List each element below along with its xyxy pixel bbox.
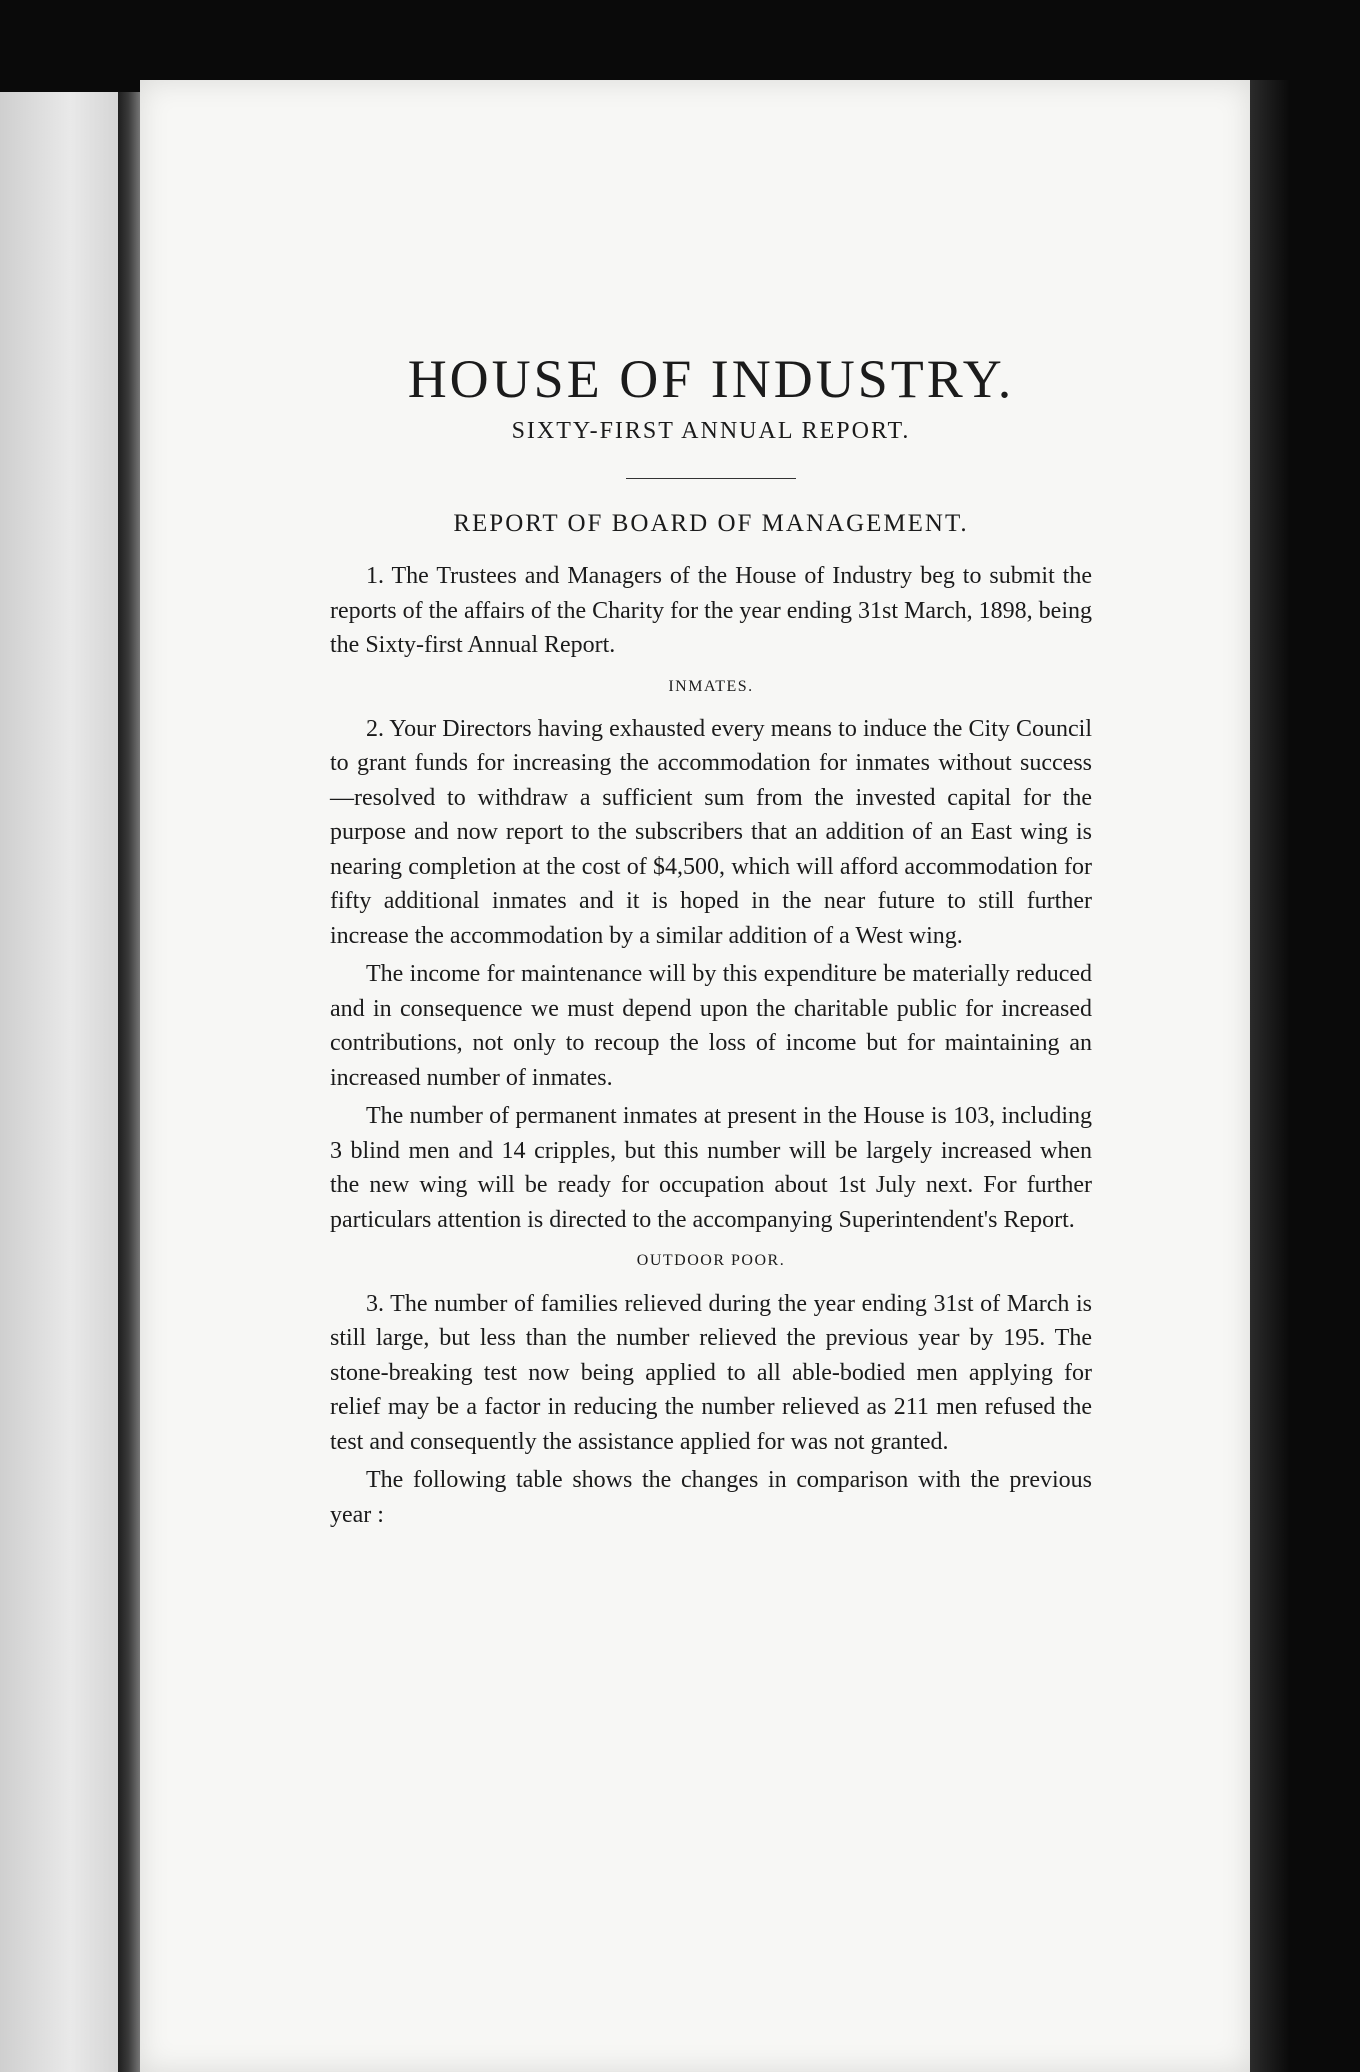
title-divider	[626, 478, 796, 479]
paragraph-3: The income for maintenance will by this expenditure be materially reduced and in consequence we must depend upon the charitable public for increased contributions, not only to recoup the loss of income but for maintaining an increased number of inmates.	[330, 961, 1092, 1091]
page-right-edge	[1250, 80, 1290, 2072]
heading-outdoor-poor: OUTDOOR POOR.	[636, 1252, 786, 1270]
section-title: REPORT OF BOARD OF MANAGEMENT.	[453, 510, 969, 538]
paragraph-2: 2. Your Directors having exhausted every means to induce the City Council to grant funds for increasing the accommodation for inmates without success—resolved to withdraw a sufficient sum from the invested capital for the purpose and now report to the subscribers that an addition of an East wing is nearing completion at the cost of $4,500, which will afford accommodation for fifty additional inmates and it is hoped in the near future to still further increase the accommodation by a similar addition of a West wing.	[330, 715, 1092, 949]
report-subtitle: SIXTY-FIRST ANNUAL REPORT.	[511, 418, 911, 445]
paragraph-5: 3. The number of families relieved during the year ending 31st of March is still large, but less than the number relieved the previous year by 195. The stone-breaking test now being applied to all able-bodied men applying for relief may be a factor in reducing the number relieved as 211 men refused the test and consequently the assistance applied for was not granted.	[330, 1290, 1092, 1455]
left-page-edge	[0, 92, 118, 2072]
paragraph-1: 1. The Trustees and Managers of the House of Industry beg to submit the reports of the affairs of the Charity for the year ending 31st March, 1898, being the Sixty-first Annual Report.	[330, 563, 1092, 659]
page-title: HOUSE OF INDUSTRY.	[407, 349, 1015, 409]
paragraph-4: The number of permanent inmates at present in the House is 103, including 3 blind men and 14 cripples, but this number will be largely increased when the new wing will be ready for occupation about 1st July next. For further particulars attention is directed to the accompanying Superintendent's Report.	[330, 1103, 1092, 1233]
document-body	[330, 350, 1092, 1536]
heading-inmates: INMATES.	[668, 677, 754, 695]
paragraph-6: The following table shows the changes in comparison with the previous year :	[330, 1467, 1092, 1528]
